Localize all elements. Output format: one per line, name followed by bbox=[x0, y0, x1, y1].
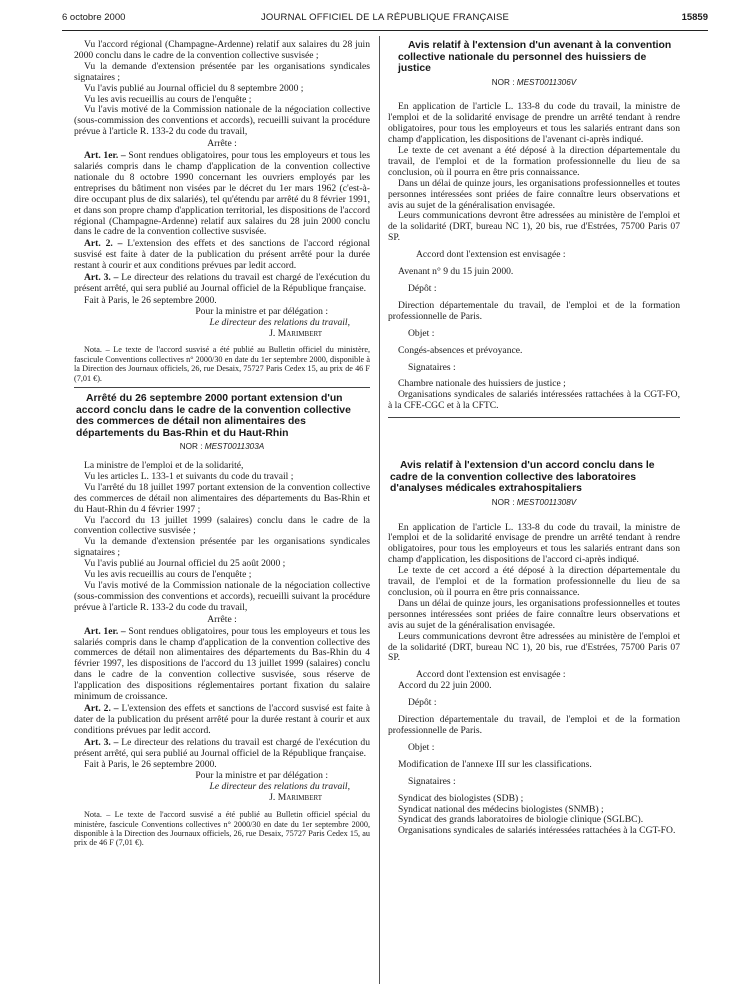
paragraph: Vu l'avis motivé de la Commission nationale de la négociation collective (sous-commission des conventions et accords), recueilli suivant la procédure prévue à l'article R. 133-2 du code du travail, bbox=[74, 104, 370, 138]
fait-line: Fait à Paris, le 26 septembre 2000. bbox=[84, 294, 217, 306]
nor-reference: NOR : MEST0011303A bbox=[179, 442, 265, 452]
depot-label: Dépôt : bbox=[408, 697, 437, 709]
article-label: Art. 1er. – bbox=[84, 150, 126, 162]
article-text: L'extension des effets et des sanctions de l'accord régional susvisé est faite à dater de la publication du présent arrêté pour la durée restant à courir et aux conditions prévues par ledit accord. bbox=[74, 238, 370, 272]
article-1 bbox=[74, 627, 370, 703]
article-text: Sont rendues obligatoires, pour tous les employeurs et tous les salariés compris dans le champ d'application de la convention collective des commerces de détail non alimentaires des départements du Bas-Rhin du 4 février 1997, les dispositions de l'accord du 13 juillet 1999 (salaires) conclu dans le cadre de la convention collective susvisée, sous réserve de l'application des dispositions réglementaires portant fixation du salaire minimum de croissance. bbox=[74, 625, 370, 703]
signataire-item: Organisations syndicales de salariés intéressées rattachées à la CGT-FO, à la CFE-CGC et à la CFTC. bbox=[388, 389, 680, 412]
objet-label: Objet : bbox=[408, 327, 435, 339]
right-column bbox=[388, 40, 680, 837]
arrete-title: Arrêté du 26 septembre 2000 portant extension d'un accord conclu dans le cadre de la convention collective des commerces de détail non alimentaires des départements du Bas-Rhin et du Haut-Rhin bbox=[76, 393, 351, 439]
paragraph: Vu l'avis motivé de la Commission nationale de la négociation collective (sous-commission des conventions et accords), recueilli suivant la procédure prévue à l'article R. 133-2 du code du travail, bbox=[74, 579, 370, 613]
paragraph: Leurs communications devront être adressées au ministère de l'emploi et de la solidarité (DRT, bureau NC 1), 20 bis, rue d'Estrées, 75700 Paris 07 SP. bbox=[388, 630, 680, 664]
avis-title: Avis relatif à l'extension d'un avenant à la convention collective nationale du personnel des huissiers de justice bbox=[398, 40, 672, 74]
fait-line: Fait à Paris, le 26 septembre 2000. bbox=[84, 759, 217, 771]
paragraph: Le texte de cet accord a été déposé à la direction départementale du travail, de l'emploi et de la formation professionnelle du lieu de sa conclusion, où il pourra en être pris connaissance. bbox=[388, 565, 680, 598]
paragraph: Vu l'avis publié au Journal officiel du 8 septembre 2000 ; bbox=[84, 82, 304, 94]
section-divider bbox=[388, 417, 680, 418]
header-page-number: 15859 bbox=[681, 12, 708, 23]
arrete-label: Arrête : bbox=[207, 613, 237, 625]
paragraph: Vu les avis recueillis au cours de l'enquête ; bbox=[84, 569, 252, 581]
paragraph: La ministre de l'emploi et de la solidarité, bbox=[84, 460, 244, 471]
signataire-item: Syndicat des biologistes (SDB) ; bbox=[398, 792, 524, 804]
signataire-item: Chambre nationale des huissiers de justice ; bbox=[398, 378, 566, 390]
page-header bbox=[62, 12, 708, 28]
depot-value: Direction départementale du travail, de l'emploi et de la formation professionnelle de Paris. bbox=[388, 714, 680, 736]
signataire-item: Syndicat des grands laboratoires de biologie clinique (SGLBC). bbox=[398, 814, 644, 826]
signatory-title: Le directeur des relations du travail, bbox=[209, 316, 350, 328]
objet-value: Modification de l'annexe III sur les classifications. bbox=[398, 758, 592, 770]
article-2 bbox=[74, 239, 370, 272]
paragraph: Vu l'accord du 13 juillet 1999 (salaires) conclu dans le cadre de la convention collective susvisée ; bbox=[74, 514, 370, 537]
depot-value: Direction départementale du travail, de l'emploi et de la formation professionnelle de Paris. bbox=[388, 299, 680, 322]
column-divider bbox=[379, 36, 380, 984]
signataires-label: Signataires : bbox=[408, 775, 456, 787]
left-column bbox=[74, 40, 370, 848]
paragraph: Vu la demande d'extension présentée par les organisations syndicales signataires ; bbox=[74, 536, 370, 559]
paragraph: Dans un délai de quinze jours, les organisations professionnelles et toutes personnes intéressées sont priées de faire connaître leurs observations et avis au sujet de la généralisation envisagée. bbox=[388, 177, 680, 211]
header-rule bbox=[62, 30, 708, 31]
article-text: Le directeur des relations du travail est chargé de l'exécution du présent arrêté, qui sera publié au Journal officiel de la République française. bbox=[74, 736, 370, 759]
objet-value: Congés-absences et prévoyance. bbox=[398, 344, 523, 356]
objet-label: Objet : bbox=[408, 741, 435, 753]
delegation-line: Pour la ministre et par délégation : bbox=[195, 770, 328, 782]
nota: Nota. – Le texte de l'accord susvisé a été publié au Bulletin officiel spécial du ministère, fascicule Conventions collectives n° 2000/30 en date du 1er septembre 2000, disponible à la Direction des Journaux officiels, 26, rue Desaix, 75727 Paris Cedex 15, au prix de 46 F (7,01 €). bbox=[74, 810, 370, 848]
paragraph: En application de l'article L. 133-8 du code du travail, la ministre de l'emploi et de la solidarité envisage de prendre un arrêté tendant à rendre obligatoires, pour tous les employeurs et tous les salariés entrant dans son champ d'application, les dispositions de l'accord ci-après indiqué. bbox=[388, 521, 680, 566]
paragraph: Leurs communications devront être adressées au ministère de l'emploi et de la solidarité (DRT, bureau NC 1), 20 bis, rue d'Estrées, 75700 Paris 07 SP. bbox=[388, 210, 680, 244]
accord-value: Avenant n° 9 du 15 juin 2000. bbox=[398, 266, 514, 278]
nota: Nota. – Le texte de l'accord susvisé a été publié au Bulletin officiel du ministère, fascicule Conventions collectives n° 2000/30 en date du 1er septembre 2000, disponible à la Direction des Journaux officiels, 26, rue Desaix, 75727 Paris Cedex 15, au prix de 46 F (7,01 €). bbox=[74, 345, 370, 383]
signatory-title: Le directeur des relations du travail, bbox=[209, 781, 350, 793]
section-divider bbox=[74, 387, 370, 388]
avis-title: Avis relatif à l'extension d'un accord conclu dans le cadre de la convention collective des laboratoires d'analyses médicales extrahospitaliers bbox=[390, 460, 655, 495]
article-1 bbox=[74, 151, 370, 238]
delegation-line: Pour la ministre et par délégation : bbox=[195, 305, 328, 317]
article-label: Art. 2. – bbox=[84, 238, 123, 250]
signatory-name: J. Marimbert bbox=[269, 327, 322, 339]
article-label: Art. 3. – bbox=[84, 272, 119, 284]
signataire-item: Organisations syndicales de salariés intéressées rattachées à la CGT-FO. bbox=[398, 825, 676, 837]
depot-label: Dépôt : bbox=[408, 283, 437, 294]
arrete-label: Arrête : bbox=[207, 138, 237, 150]
signataire-item: Syndicat national des médecins biologistes (SNMB) ; bbox=[398, 803, 604, 815]
article-text: Sont rendues obligatoires, pour tous les employeurs et tous les salariés compris dans le champ d'application de la convention collective nationale du 8 octobre 1990 concernant les ouvriers employés par les entreprises du bâtiment non visées par le décret du 1er mars 1962 (c'est-à-dire occupant plus de dix salariés), tel qu'étendu par arrêté du 8 février 1991, et dans son propre champ d'application territorial, les dispositions de l'accord régional (Champagne-Ardenne) relatif aux salaires du 28 juin 2000 conclu dans le cadre de la convention collective susvisée. bbox=[74, 150, 370, 238]
article-label: Art. 1er. – bbox=[84, 625, 126, 637]
accord-label: Accord dont l'extension est envisagée : bbox=[416, 669, 566, 681]
paragraph: Vu l'accord régional (Champagne-Ardenne) relatif aux salaires du 28 juin 2000 conclu dans le cadre de la convention collective susvisée ; bbox=[74, 39, 370, 61]
paragraph: Le texte de cet avenant a été déposé à la direction départementale du travail, de l'emploi et de la formation professionnelle du lieu de sa conclusion, où il pourra en être pris connaissance. bbox=[388, 145, 680, 178]
article-2 bbox=[74, 704, 370, 737]
paragraph: Vu les avis recueillis au cours de l'enquête ; bbox=[84, 93, 252, 105]
paragraph: En application de l'article L. 133-8 du code du travail, la ministre de l'emploi et de la solidarité envisage de prendre un arrêté tendant à rendre obligatoires, pour tous les employeurs et tous les salariés entrant dans son champ d'application, les dispositions de l'avenant ci-après indiqué. bbox=[388, 101, 680, 146]
article-label: Art. 3. – bbox=[84, 736, 119, 748]
signataires-label: Signataires : bbox=[408, 361, 456, 373]
article-text: Le directeur des relations du travail est chargé de l'exécution du présent arrêté, qui sera publié au Journal officiel de la République française. bbox=[74, 272, 370, 294]
paragraph: Vu les articles L. 133-1 et suivants du code du travail ; bbox=[84, 470, 294, 482]
paragraph: Vu la demande d'extension présentée par les organisations syndicales signataires ; bbox=[74, 60, 370, 83]
article-3 bbox=[74, 273, 370, 295]
article-text: L'extension des effets et sanctions de l'accord susvisé est faite à dater de la publication du présent arrêté pour la durée restant à courir et aux conditions prévues par ledit accord. bbox=[74, 702, 370, 736]
paragraph: Vu l'avis publié au Journal officiel du 25 août 2000 ; bbox=[84, 558, 286, 570]
paragraph: Dans un délai de quinze jours, les organisations professionnelles et toutes personnes intéressées sont priées de faire connaître leurs observations et avis au sujet de la généralisation envisagée. bbox=[388, 597, 680, 631]
article-label: Art. 2. – bbox=[84, 702, 119, 714]
nor-reference: NOR : MEST0011306V bbox=[491, 77, 577, 87]
paragraph: Vu l'arrêté du 18 juillet 1997 portant extension de la convention collective des commerces de détail non alimentaires des départements du Bas-Rhin et du Haut-Rhin du 4 février 1997 ; bbox=[74, 481, 370, 515]
header-date: 6 octobre 2000 bbox=[62, 12, 126, 23]
header-journal-title: JOURNAL OFFICIEL DE LA RÉPUBLIQUE FRANÇAISE bbox=[260, 12, 510, 23]
accord-value: Accord du 22 juin 2000. bbox=[398, 680, 492, 692]
nor-reference: NOR : MEST0011308V bbox=[491, 497, 577, 507]
article-3 bbox=[74, 738, 370, 760]
signatory-name: J. Marimbert bbox=[269, 792, 322, 804]
accord-label: Accord dont l'extension est envisagée : bbox=[416, 249, 566, 261]
